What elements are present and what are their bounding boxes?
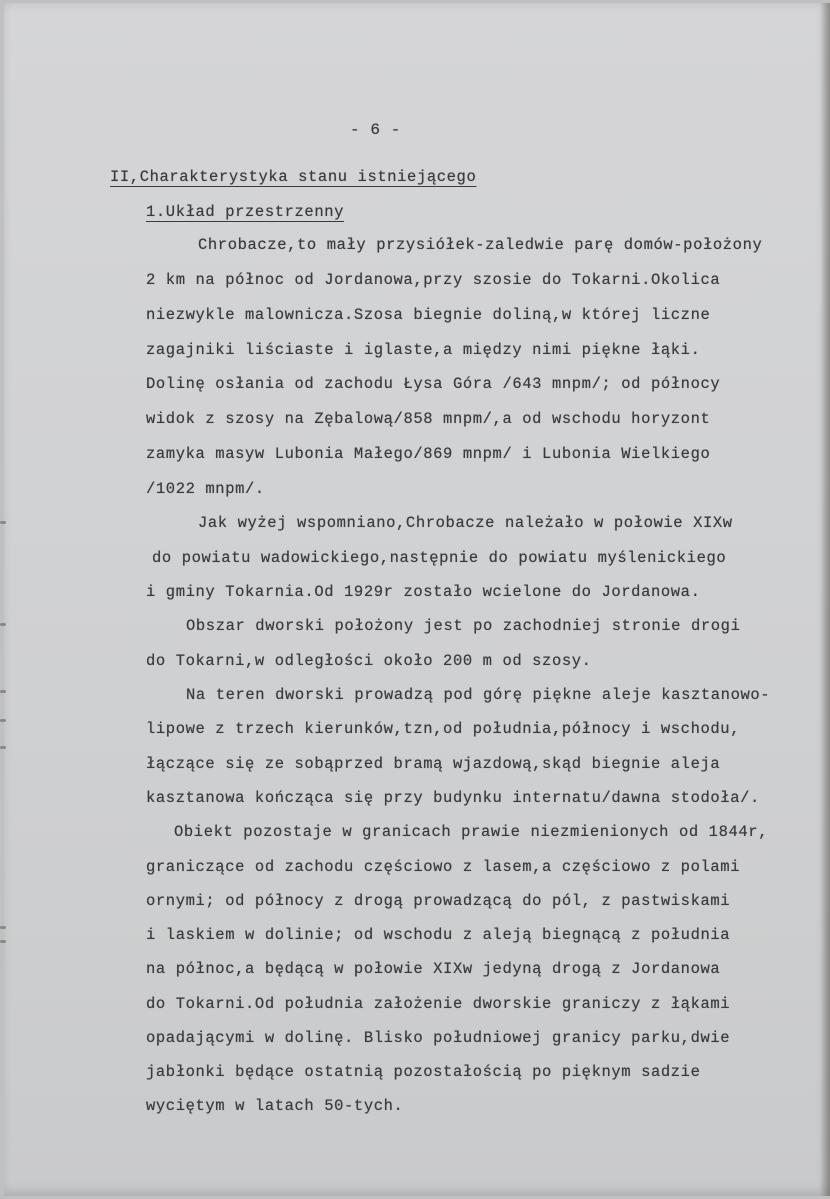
body-line: Jak wyżej wspomniano,Chrobacze należało w połowie XIXw [198, 514, 733, 532]
binding-hole-mark [0, 521, 6, 524]
binding-hole-mark [0, 926, 6, 929]
body-line: opadającymi w dolinę. Blisko południowej granicy parku,dwie [146, 1029, 731, 1047]
body-line: do Tokarni,w odległości około 200 m od szosy. [146, 652, 592, 670]
body-line: ornymi; od północy z drogą prowadzącą do pól, z pastwiskami [146, 892, 731, 910]
body-line: Dolinę osłania od zachodu Łysa Góra /643 mnpm/; od północy [146, 375, 721, 393]
body-line: widok z szosy na Zębalową/858 mnpm/,a od wschodu horyzont [146, 410, 711, 428]
body-line: do powiatu wadowickiego,następnie do powiatu myślenickiego [152, 549, 727, 567]
body-line: Obiekt pozostaje w granicach prawie niezmienionych od 1844r, [174, 823, 769, 841]
subsection-heading: 1.Układ przestrzenny [146, 203, 345, 221]
body-line: kasztanowa kończąca się przy budynku internatu/dawna stodoła/. [146, 789, 760, 807]
binding-hole-mark [0, 690, 6, 693]
body-line: lipowe z trzech kierunków,tzn,od południa,północy i wschodu, [146, 720, 741, 738]
binding-hole-mark [0, 623, 6, 626]
binding-hole-mark [0, 940, 6, 943]
body-line: niezwykle malownicza.Szosa biegnie doliną,w której liczne [146, 306, 711, 324]
body-line: do Tokarni.Od południa założenie dworskie graniczy z łąkami [146, 995, 731, 1013]
section-heading: II,Charakterystyka stanu istniejącego [110, 168, 477, 186]
body-line: Chrobacze,to mały przysiółek-zaledwie parę domów-położony [198, 236, 763, 254]
body-line: na północ,a będącą w połowie XIXw jedyną drogą z Jordanowa [146, 960, 721, 978]
body-line: łączące się ze sobąprzed bramą wjazdową,skąd biegnie aleja [146, 755, 721, 773]
binding-hole-mark [0, 746, 6, 749]
body-line: graniczące od zachodu częściowo z lasem,a częściowo z polami [146, 858, 741, 876]
body-line: wyciętym w latach 50-tych. [146, 1097, 404, 1115]
body-line: i gminy Tokarnia.Od 1929r zostało wcielone do Jordanowa. [146, 583, 701, 601]
body-line: zamyka masyw Lubonia Małego/869 mnpm/ i Lubonia Wielkiego [146, 445, 711, 463]
body-line: 2 km na północ od Jordanowa,przy szosie do Tokarni.Okolica [146, 271, 721, 289]
body-line: /1022 mnpm/. [146, 480, 265, 498]
body-line: Na teren dworski prowadzą pod górę piękne aleje kasztanowo- [186, 686, 771, 704]
body-line: zagajniki liściaste i iglaste,a między nimi piękne łąki. [146, 341, 701, 359]
page-number: - 6 - [350, 121, 402, 139]
paper-edge-shadow [820, 3, 830, 1196]
body-line: jabłonki będące ostatnią pozostałością po pięknym sadzie [146, 1063, 701, 1081]
binding-hole-mark [0, 719, 6, 722]
body-line: Obszar dworski położony jest po zachodniej stronie drogi [186, 617, 741, 635]
body-line: i laskiem w dolinie; od wschodu z aleją biegnącą z południa [146, 926, 731, 944]
